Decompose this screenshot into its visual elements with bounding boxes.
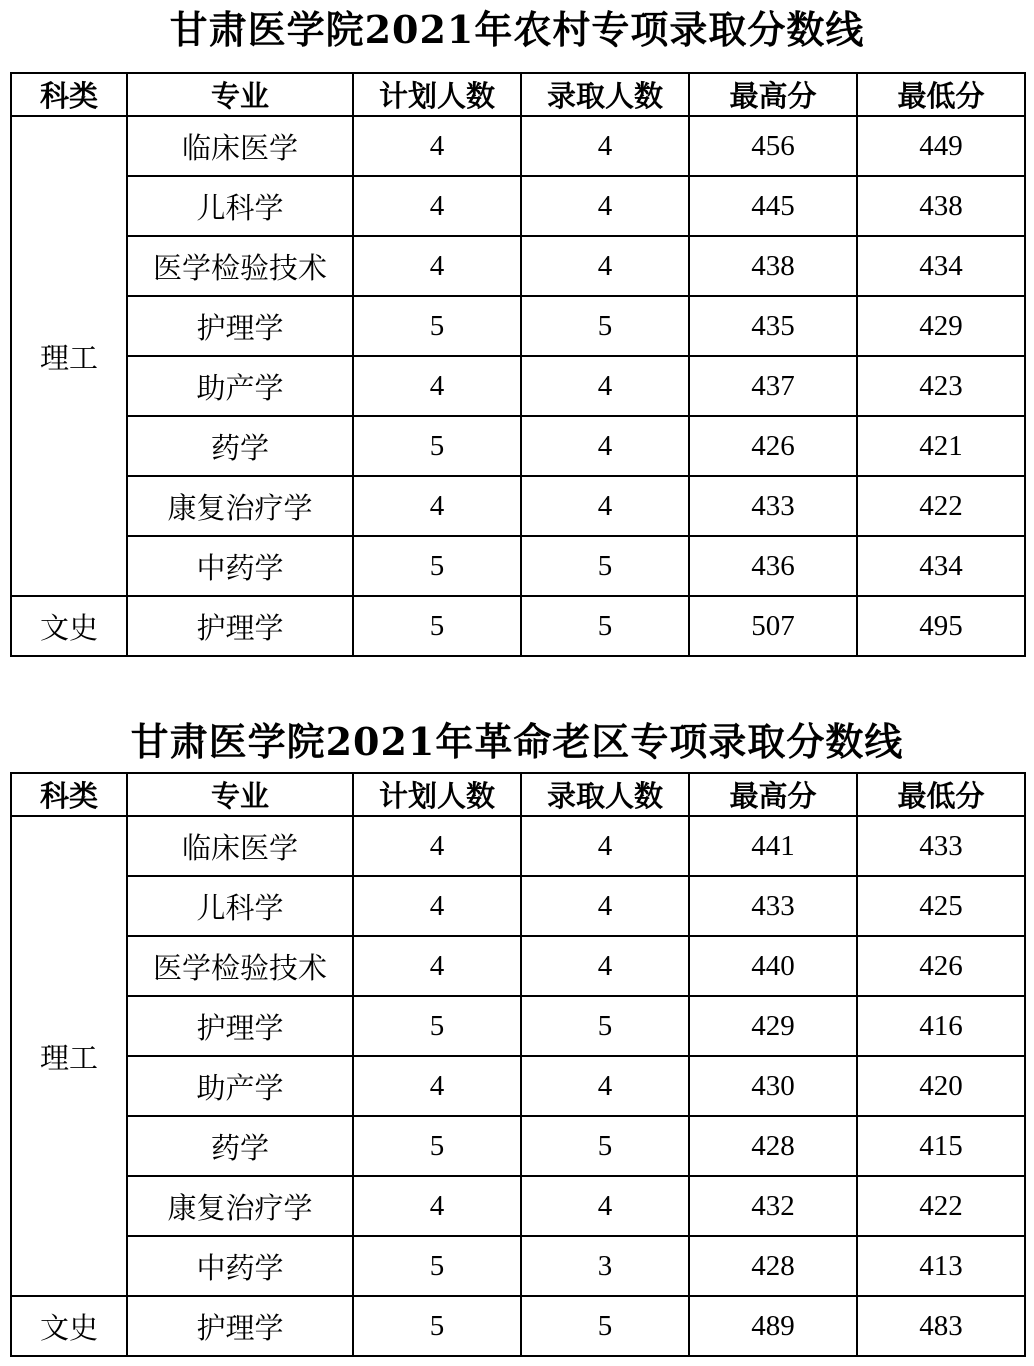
major-cell: 康复治疗学: [127, 1176, 353, 1236]
column-header-category: 科类: [11, 73, 127, 116]
table-row: [11, 236, 1025, 296]
planned-count-cell: 4: [353, 876, 521, 936]
major-cell: 医学检验技术: [127, 236, 353, 296]
admitted-count-cell: 3: [521, 1236, 689, 1296]
highest-score-cell: 429: [689, 996, 857, 1056]
lowest-score-cell: 449: [857, 116, 1025, 176]
highest-score-cell: 432: [689, 1176, 857, 1236]
table-row: [11, 356, 1025, 416]
table-row: [11, 596, 1025, 656]
highest-score-cell: 428: [689, 1116, 857, 1176]
column-header-category: 科类: [11, 773, 127, 816]
rural-table-title: 甘肃医学院2021年农村专项录取分数线: [169, 7, 865, 52]
major-cell: 助产学: [127, 356, 353, 416]
category-cell: 理工: [11, 116, 127, 596]
column-header-planned-count: 计划人数: [353, 73, 521, 116]
highest-score-cell: 430: [689, 1056, 857, 1116]
lowest-score-cell: 434: [857, 536, 1025, 596]
major-cell: 药学: [127, 416, 353, 476]
table-row: [11, 116, 1025, 176]
highest-score-cell: 456: [689, 116, 857, 176]
lowest-score-cell: 429: [857, 296, 1025, 356]
lowest-score-cell: 422: [857, 476, 1025, 536]
major-cell: 护理学: [127, 996, 353, 1056]
admitted-count-cell: 4: [521, 356, 689, 416]
category-cell: 理工: [11, 816, 127, 1296]
major-cell: 儿科学: [127, 176, 353, 236]
admitted-count-cell: 4: [521, 476, 689, 536]
table-row: [11, 876, 1025, 936]
highest-score-cell: 436: [689, 536, 857, 596]
column-header-major: 专业: [127, 73, 353, 116]
admitted-count-cell: 4: [521, 416, 689, 476]
rural-section: [0, 0, 1034, 660]
planned-count-cell: 5: [353, 1236, 521, 1296]
header-row: [11, 773, 1025, 816]
major-cell: 护理学: [127, 596, 353, 656]
category-cell: 文史: [11, 1296, 127, 1356]
planned-count-cell: 4: [353, 236, 521, 296]
table-row: [11, 936, 1025, 996]
table-row: [11, 1056, 1025, 1116]
category-cell: 文史: [11, 596, 127, 656]
major-cell: 助产学: [127, 1056, 353, 1116]
highest-score-cell: 438: [689, 236, 857, 296]
admitted-count-cell: 4: [521, 176, 689, 236]
table-row: [11, 996, 1025, 1056]
rural-score-table: [10, 72, 1026, 657]
planned-count-cell: 5: [353, 416, 521, 476]
planned-count-cell: 5: [353, 996, 521, 1056]
lowest-score-cell: 433: [857, 816, 1025, 876]
admitted-count-cell: 4: [521, 1056, 689, 1116]
lowest-score-cell: 421: [857, 416, 1025, 476]
lowest-score-cell: 426: [857, 936, 1025, 996]
column-header-admitted-count: 录取人数: [521, 773, 689, 816]
planned-count-cell: 4: [353, 816, 521, 876]
major-cell: 医学检验技术: [127, 936, 353, 996]
highest-score-cell: 507: [689, 596, 857, 656]
major-cell: 康复治疗学: [127, 476, 353, 536]
admitted-count-cell: 5: [521, 1116, 689, 1176]
lowest-score-cell: 413: [857, 1236, 1025, 1296]
old-revolutionary-table-title: 甘肃医学院2021年革命老区专项录取分数线: [130, 719, 904, 764]
table-row: [11, 176, 1025, 236]
admitted-count-cell: 5: [521, 596, 689, 656]
column-header-admitted-count: 录取人数: [521, 73, 689, 116]
lowest-score-cell: 495: [857, 596, 1025, 656]
major-cell: 儿科学: [127, 876, 353, 936]
lowest-score-cell: 483: [857, 1296, 1025, 1356]
highest-score-cell: 426: [689, 416, 857, 476]
table-row: [11, 536, 1025, 596]
table-row: [11, 1296, 1025, 1356]
planned-count-cell: 5: [353, 296, 521, 356]
column-header-highest-score: 最高分: [689, 73, 857, 116]
major-cell: 临床医学: [127, 116, 353, 176]
admitted-count-cell: 5: [521, 536, 689, 596]
column-header-highest-score: 最高分: [689, 773, 857, 816]
column-header-lowest-score: 最低分: [857, 73, 1025, 116]
major-cell: 护理学: [127, 296, 353, 356]
column-header-planned-count: 计划人数: [353, 773, 521, 816]
lowest-score-cell: 438: [857, 176, 1025, 236]
column-header-major: 专业: [127, 773, 353, 816]
lowest-score-cell: 415: [857, 1116, 1025, 1176]
highest-score-cell: 428: [689, 1236, 857, 1296]
lowest-score-cell: 416: [857, 996, 1025, 1056]
major-cell: 中药学: [127, 536, 353, 596]
highest-score-cell: 433: [689, 476, 857, 536]
admitted-count-cell: 4: [521, 876, 689, 936]
table-row: [11, 816, 1025, 876]
planned-count-cell: 4: [353, 936, 521, 996]
lowest-score-cell: 425: [857, 876, 1025, 936]
highest-score-cell: 489: [689, 1296, 857, 1356]
highest-score-cell: 437: [689, 356, 857, 416]
admitted-count-cell: 5: [521, 996, 689, 1056]
planned-count-cell: 4: [353, 356, 521, 416]
lowest-score-cell: 423: [857, 356, 1025, 416]
major-cell: 临床医学: [127, 816, 353, 876]
table-row: [11, 1116, 1025, 1176]
column-header-lowest-score: 最低分: [857, 773, 1025, 816]
planned-count-cell: 5: [353, 1116, 521, 1176]
header-row: [11, 73, 1025, 116]
planned-count-cell: 4: [353, 476, 521, 536]
table-row: [11, 1236, 1025, 1296]
admitted-count-cell: 4: [521, 936, 689, 996]
highest-score-cell: 440: [689, 936, 857, 996]
admitted-count-cell: 4: [521, 116, 689, 176]
planned-count-cell: 4: [353, 1176, 521, 1236]
planned-count-cell: 4: [353, 1056, 521, 1116]
highest-score-cell: 441: [689, 816, 857, 876]
table-row: [11, 476, 1025, 536]
admitted-count-cell: 4: [521, 816, 689, 876]
admitted-count-cell: 5: [521, 296, 689, 356]
lowest-score-cell: 420: [857, 1056, 1025, 1116]
admitted-count-cell: 4: [521, 236, 689, 296]
lowest-score-cell: 434: [857, 236, 1025, 296]
highest-score-cell: 445: [689, 176, 857, 236]
planned-count-cell: 5: [353, 536, 521, 596]
planned-count-cell: 5: [353, 1296, 521, 1356]
table-row: [11, 416, 1025, 476]
lowest-score-cell: 422: [857, 1176, 1025, 1236]
major-cell: 药学: [127, 1116, 353, 1176]
table-row: [11, 296, 1025, 356]
admitted-count-cell: 4: [521, 1176, 689, 1236]
planned-count-cell: 4: [353, 176, 521, 236]
old-revolutionary-score-table: [10, 772, 1026, 1357]
major-cell: 护理学: [127, 1296, 353, 1356]
planned-count-cell: 5: [353, 596, 521, 656]
highest-score-cell: 435: [689, 296, 857, 356]
planned-count-cell: 4: [353, 116, 521, 176]
old-revolutionary-section: [0, 712, 1034, 1362]
admitted-count-cell: 5: [521, 1296, 689, 1356]
table-row: [11, 1176, 1025, 1236]
major-cell: 中药学: [127, 1236, 353, 1296]
highest-score-cell: 433: [689, 876, 857, 936]
